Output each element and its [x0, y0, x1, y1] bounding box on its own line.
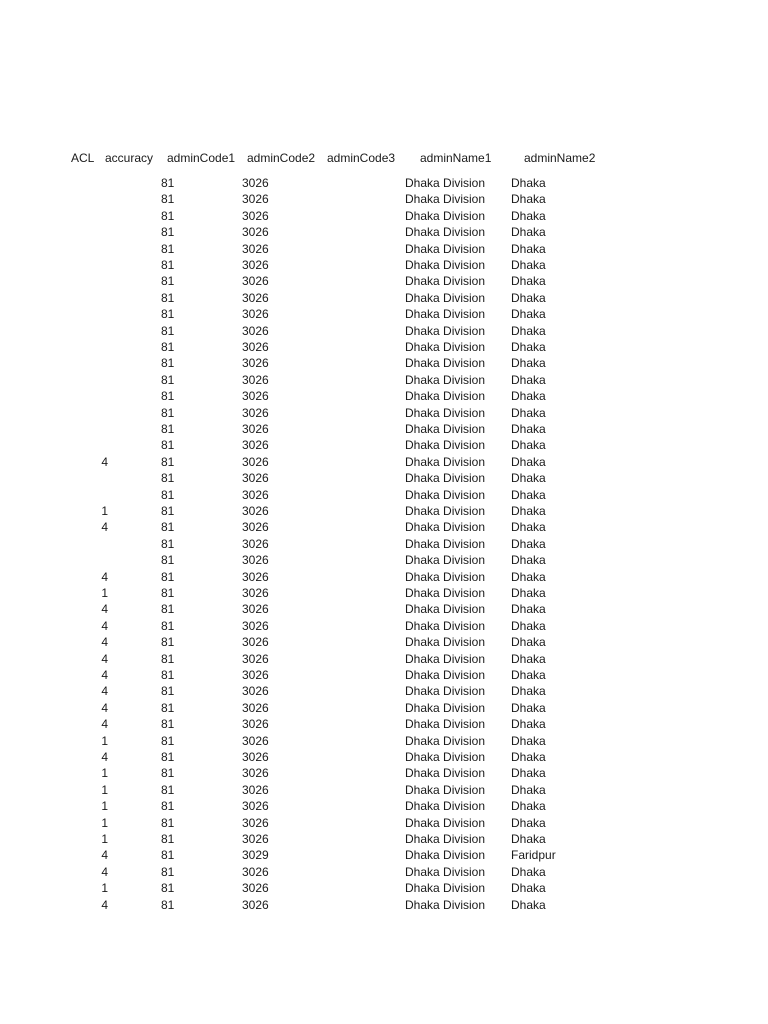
cell-adminname1: Dhaka Division [405, 782, 486, 797]
cell-admincode1: 81 [161, 651, 175, 666]
cell-adminname1: Dhaka Division [405, 471, 486, 486]
cell-adminname1: Dhaka Division [405, 668, 486, 682]
cell-adminname2: Dhaka [511, 766, 546, 781]
cell-adminname2: Dhaka [511, 750, 546, 764]
cell-admincode2: 3026 [242, 733, 269, 748]
table-row [0, 421, 768, 437]
table-row [0, 355, 768, 371]
cell-admincode1: 81 [161, 848, 175, 863]
table-row [0, 372, 768, 388]
cell-accuracy: 4 [101, 618, 108, 633]
table-row [0, 716, 768, 732]
cell-admincode1: 81 [161, 897, 175, 912]
cell-adminname2: Dhaka [511, 700, 546, 715]
cell-admincode2: 3026 [242, 602, 269, 617]
cell-adminname2: Dhaka [511, 635, 546, 650]
table-row [0, 487, 768, 503]
cell-admincode2: 3026 [242, 290, 269, 305]
cell-admincode1: 81 [161, 799, 175, 814]
table-row [0, 405, 768, 421]
cell-adminname1: Dhaka Division [405, 815, 486, 830]
cell-adminname2: Dhaka [511, 241, 546, 256]
cell-admincode2: 3026 [242, 717, 269, 732]
cell-admincode1: 81 [161, 750, 175, 764]
cell-admincode2: 3026 [242, 192, 269, 207]
cell-admincode1: 81 [161, 881, 175, 896]
cell-adminname1: Dhaka Division [405, 717, 486, 732]
header-admincode3: adminCode3 [327, 151, 396, 165]
cell-adminname2: Dhaka [511, 356, 546, 371]
cell-admincode2: 3026 [242, 815, 269, 830]
cell-adminname1: Dhaka Division [405, 799, 486, 814]
cell-admincode1: 81 [161, 307, 175, 322]
table-row [0, 798, 768, 814]
cell-adminname1: Dhaka Division [405, 405, 486, 420]
table-row [0, 191, 768, 207]
table-row [0, 601, 768, 617]
cell-admincode2: 3026 [242, 520, 269, 535]
cell-adminname1: Dhaka Division [405, 832, 486, 846]
cell-adminname1: Dhaka Division [405, 389, 486, 404]
cell-admincode1: 81 [161, 766, 175, 781]
table-row [0, 552, 768, 568]
header-acl: ACL [71, 151, 95, 165]
cell-admincode1: 81 [161, 684, 175, 699]
cell-admincode2: 3026 [242, 208, 269, 223]
cell-admincode2: 3026 [242, 471, 269, 486]
table-row [0, 208, 768, 224]
cell-adminname1: Dhaka Division [405, 438, 486, 453]
cell-accuracy: 4 [101, 602, 108, 617]
cell-admincode1: 81 [161, 602, 175, 617]
cell-admincode2: 3026 [242, 569, 269, 584]
cell-admincode1: 81 [161, 454, 175, 469]
cell-admincode1: 81 [161, 520, 175, 535]
cell-adminname1: Dhaka Division [405, 602, 486, 617]
cell-admincode2: 3026 [242, 241, 269, 256]
cell-accuracy: 4 [101, 454, 108, 469]
header-adminname2: adminName2 [524, 151, 596, 165]
cell-admincode1: 81 [161, 536, 175, 551]
cell-adminname1: Dhaka Division [405, 356, 486, 371]
cell-admincode1: 81 [161, 487, 175, 502]
cell-adminname2: Dhaka [511, 454, 546, 469]
cell-adminname1: Dhaka Division [405, 274, 486, 289]
table-row [0, 880, 768, 896]
table-row [0, 323, 768, 339]
cell-adminname2: Dhaka [511, 782, 546, 797]
cell-accuracy: 4 [101, 848, 108, 863]
cell-admincode2: 3026 [242, 405, 269, 420]
table-row [0, 290, 768, 306]
cell-adminname2: Dhaka [511, 504, 546, 518]
cell-adminname2: Dhaka [511, 192, 546, 207]
cell-admincode1: 81 [161, 438, 175, 453]
cell-admincode1: 81 [161, 208, 175, 223]
cell-adminname2: Dhaka [511, 815, 546, 830]
cell-accuracy: 1 [101, 733, 108, 748]
cell-adminname2: Dhaka [511, 208, 546, 223]
cell-adminname2: Dhaka [511, 340, 546, 354]
cell-admincode2: 3026 [242, 225, 269, 240]
cell-adminname1: Dhaka Division [405, 864, 486, 879]
cell-admincode1: 81 [161, 192, 175, 207]
cell-admincode1: 81 [161, 569, 175, 584]
cell-adminname1: Dhaka Division [405, 635, 486, 650]
cell-admincode1: 81 [161, 471, 175, 486]
cell-admincode2: 3026 [242, 274, 269, 289]
cell-admincode1: 81 [161, 618, 175, 633]
table-row [0, 831, 768, 847]
cell-admincode1: 81 [161, 635, 175, 650]
cell-admincode2: 3026 [242, 487, 269, 502]
cell-adminname1: Dhaka Division [405, 176, 486, 190]
table-row [0, 683, 768, 699]
cell-adminname1: Dhaka Division [405, 258, 486, 272]
cell-admincode2: 3026 [242, 832, 269, 846]
cell-adminname2: Dhaka [511, 323, 546, 338]
cell-adminname2: Dhaka [511, 864, 546, 879]
cell-adminname2: Dhaka [511, 290, 546, 305]
cell-admincode2: 3026 [242, 799, 269, 814]
table-row [0, 388, 768, 404]
cell-adminname2: Dhaka [511, 520, 546, 535]
cell-accuracy: 1 [101, 815, 108, 830]
cell-adminname1: Dhaka Division [405, 372, 486, 387]
table-row [0, 847, 768, 863]
cell-admincode2: 3026 [242, 553, 269, 568]
table-row [0, 864, 768, 880]
cell-accuracy: 4 [101, 635, 108, 650]
cell-admincode1: 81 [161, 586, 175, 600]
cell-adminname1: Dhaka Division [405, 225, 486, 240]
cell-admincode2: 3026 [242, 258, 269, 272]
cell-adminname2: Dhaka [511, 274, 546, 289]
cell-adminname1: Dhaka Division [405, 323, 486, 338]
cell-accuracy: 4 [101, 717, 108, 732]
cell-adminname2: Dhaka [511, 717, 546, 732]
cell-admincode2: 3026 [242, 864, 269, 879]
cell-adminname2: Dhaka [511, 684, 546, 699]
table-row [0, 700, 768, 716]
cell-accuracy: 1 [101, 782, 108, 797]
cell-admincode1: 81 [161, 356, 175, 371]
cell-admincode2: 3026 [242, 750, 269, 764]
cell-accuracy: 1 [101, 881, 108, 896]
cell-adminname1: Dhaka Division [405, 848, 486, 863]
table-row [0, 782, 768, 798]
table-row [0, 667, 768, 683]
cell-accuracy: 1 [101, 832, 108, 846]
cell-admincode2: 3026 [242, 323, 269, 338]
cell-accuracy: 4 [101, 864, 108, 879]
cell-admincode2: 3026 [242, 372, 269, 387]
cell-adminname1: Dhaka Division [405, 340, 486, 354]
cell-accuracy: 4 [101, 897, 108, 912]
cell-admincode1: 81 [161, 668, 175, 682]
cell-adminname2: Dhaka [511, 881, 546, 896]
cell-adminname1: Dhaka Division [405, 700, 486, 715]
cell-adminname1: Dhaka Division [405, 504, 486, 518]
cell-admincode1: 81 [161, 323, 175, 338]
cell-adminname1: Dhaka Division [405, 241, 486, 256]
cell-adminname2: Dhaka [511, 602, 546, 617]
cell-admincode1: 81 [161, 832, 175, 846]
cell-admincode1: 81 [161, 176, 175, 190]
cell-admincode2: 3026 [242, 340, 269, 354]
table-row [0, 339, 768, 355]
cell-accuracy: 4 [101, 700, 108, 715]
cell-adminname1: Dhaka Division [405, 307, 486, 322]
cell-adminname1: Dhaka Division [405, 750, 486, 764]
cell-admincode1: 81 [161, 864, 175, 879]
header-accuracy: accuracy [105, 151, 154, 165]
cell-admincode2: 3026 [242, 651, 269, 666]
cell-admincode2: 3026 [242, 782, 269, 797]
cell-adminname1: Dhaka Division [405, 586, 486, 600]
cell-admincode1: 81 [161, 290, 175, 305]
cell-admincode2: 3026 [242, 307, 269, 322]
cell-admincode2: 3026 [242, 438, 269, 453]
cell-adminname2: Faridpur [511, 848, 556, 863]
cell-adminname2: Dhaka [511, 733, 546, 748]
cell-admincode2: 3026 [242, 700, 269, 715]
cell-admincode2: 3026 [242, 536, 269, 551]
table-row [0, 651, 768, 667]
cell-adminname2: Dhaka [511, 651, 546, 666]
cell-admincode1: 81 [161, 241, 175, 256]
cell-adminname2: Dhaka [511, 586, 546, 600]
cell-adminname2: Dhaka [511, 438, 546, 453]
cell-accuracy: 4 [101, 750, 108, 764]
cell-adminname2: Dhaka [511, 487, 546, 502]
table-row [0, 306, 768, 322]
cell-adminname1: Dhaka Division [405, 422, 486, 436]
cell-accuracy: 1 [101, 504, 108, 518]
cell-accuracy: 4 [101, 651, 108, 666]
cell-adminname1: Dhaka Division [405, 569, 486, 584]
cell-adminname2: Dhaka [511, 176, 546, 190]
table-row [0, 241, 768, 257]
cell-admincode2: 3026 [242, 635, 269, 650]
table-row [0, 536, 768, 552]
cell-admincode2: 3026 [242, 176, 269, 190]
cell-admincode1: 81 [161, 733, 175, 748]
cell-admincode2: 3026 [242, 766, 269, 781]
cell-admincode2: 3026 [242, 684, 269, 699]
cell-admincode1: 81 [161, 717, 175, 732]
cell-adminname1: Dhaka Division [405, 454, 486, 469]
cell-admincode2: 3026 [242, 504, 269, 518]
cell-adminname1: Dhaka Division [405, 881, 486, 896]
cell-adminname1: Dhaka Division [405, 553, 486, 568]
cell-adminname2: Dhaka [511, 799, 546, 814]
table-row [0, 585, 768, 601]
cell-admincode1: 81 [161, 225, 175, 240]
cell-admincode2: 3026 [242, 668, 269, 682]
cell-adminname1: Dhaka Division [405, 651, 486, 666]
cell-admincode2: 3026 [242, 586, 269, 600]
cell-admincode2: 3026 [242, 897, 269, 912]
cell-adminname2: Dhaka [511, 536, 546, 551]
header-admincode1: adminCode1 [167, 151, 236, 165]
cell-admincode1: 81 [161, 553, 175, 568]
cell-admincode2: 3026 [242, 422, 269, 436]
cell-admincode1: 81 [161, 340, 175, 354]
cell-admincode1: 81 [161, 389, 175, 404]
cell-adminname1: Dhaka Division [405, 487, 486, 502]
table-row [0, 257, 768, 273]
cell-adminname2: Dhaka [511, 897, 546, 912]
cell-adminname2: Dhaka [511, 832, 546, 846]
cell-admincode2: 3026 [242, 454, 269, 469]
cell-admincode2: 3026 [242, 356, 269, 371]
table-row [0, 470, 768, 486]
cell-admincode2: 3026 [242, 618, 269, 633]
cell-adminname2: Dhaka [511, 553, 546, 568]
cell-adminname2: Dhaka [511, 225, 546, 240]
cell-adminname1: Dhaka Division [405, 520, 486, 535]
table-row [0, 569, 768, 585]
table-row [0, 175, 768, 191]
cell-adminname1: Dhaka Division [405, 684, 486, 699]
table-row [0, 897, 768, 913]
cell-admincode1: 81 [161, 274, 175, 289]
cell-adminname1: Dhaka Division [405, 536, 486, 551]
cell-adminname2: Dhaka [511, 668, 546, 682]
cell-adminname2: Dhaka [511, 471, 546, 486]
table-row [0, 437, 768, 453]
cell-accuracy: 4 [101, 668, 108, 682]
cell-admincode1: 81 [161, 258, 175, 272]
cell-adminname1: Dhaka Division [405, 192, 486, 207]
table-row [0, 273, 768, 289]
table-row [0, 634, 768, 650]
cell-adminname2: Dhaka [511, 405, 546, 420]
cell-adminname1: Dhaka Division [405, 290, 486, 305]
cell-admincode2: 3026 [242, 881, 269, 896]
cell-adminname1: Dhaka Division [405, 208, 486, 223]
cell-admincode1: 81 [161, 782, 175, 797]
cell-admincode1: 81 [161, 422, 175, 436]
header-admincode2: adminCode2 [247, 151, 316, 165]
cell-adminname1: Dhaka Division [405, 766, 486, 781]
table-row [0, 733, 768, 749]
cell-adminname2: Dhaka [511, 307, 546, 322]
table-row [0, 765, 768, 781]
cell-accuracy: 1 [101, 586, 108, 600]
cell-admincode1: 81 [161, 815, 175, 830]
header-adminname1: adminName1 [420, 151, 492, 165]
cell-adminname2: Dhaka [511, 258, 546, 272]
cell-adminname2: Dhaka [511, 422, 546, 436]
table-row [0, 815, 768, 831]
table-header-row [0, 150, 768, 166]
table-row [0, 749, 768, 765]
cell-adminname1: Dhaka Division [405, 618, 486, 633]
table-row [0, 503, 768, 519]
cell-accuracy: 1 [101, 799, 108, 814]
table-row [0, 618, 768, 634]
cell-accuracy: 4 [101, 569, 108, 584]
cell-admincode1: 81 [161, 372, 175, 387]
cell-adminname2: Dhaka [511, 372, 546, 387]
cell-adminname1: Dhaka Division [405, 897, 486, 912]
cell-accuracy: 4 [101, 520, 108, 535]
table-row [0, 224, 768, 240]
cell-adminname2: Dhaka [511, 389, 546, 404]
cell-accuracy: 1 [101, 766, 108, 781]
cell-admincode2: 3026 [242, 389, 269, 404]
cell-admincode1: 81 [161, 405, 175, 420]
cell-accuracy: 4 [101, 684, 108, 699]
cell-admincode1: 81 [161, 700, 175, 715]
cell-adminname2: Dhaka [511, 618, 546, 633]
cell-admincode1: 81 [161, 504, 175, 518]
cell-admincode2: 3029 [242, 848, 269, 863]
table-row [0, 454, 768, 470]
cell-adminname2: Dhaka [511, 569, 546, 584]
table-row [0, 519, 768, 535]
cell-adminname1: Dhaka Division [405, 733, 486, 748]
